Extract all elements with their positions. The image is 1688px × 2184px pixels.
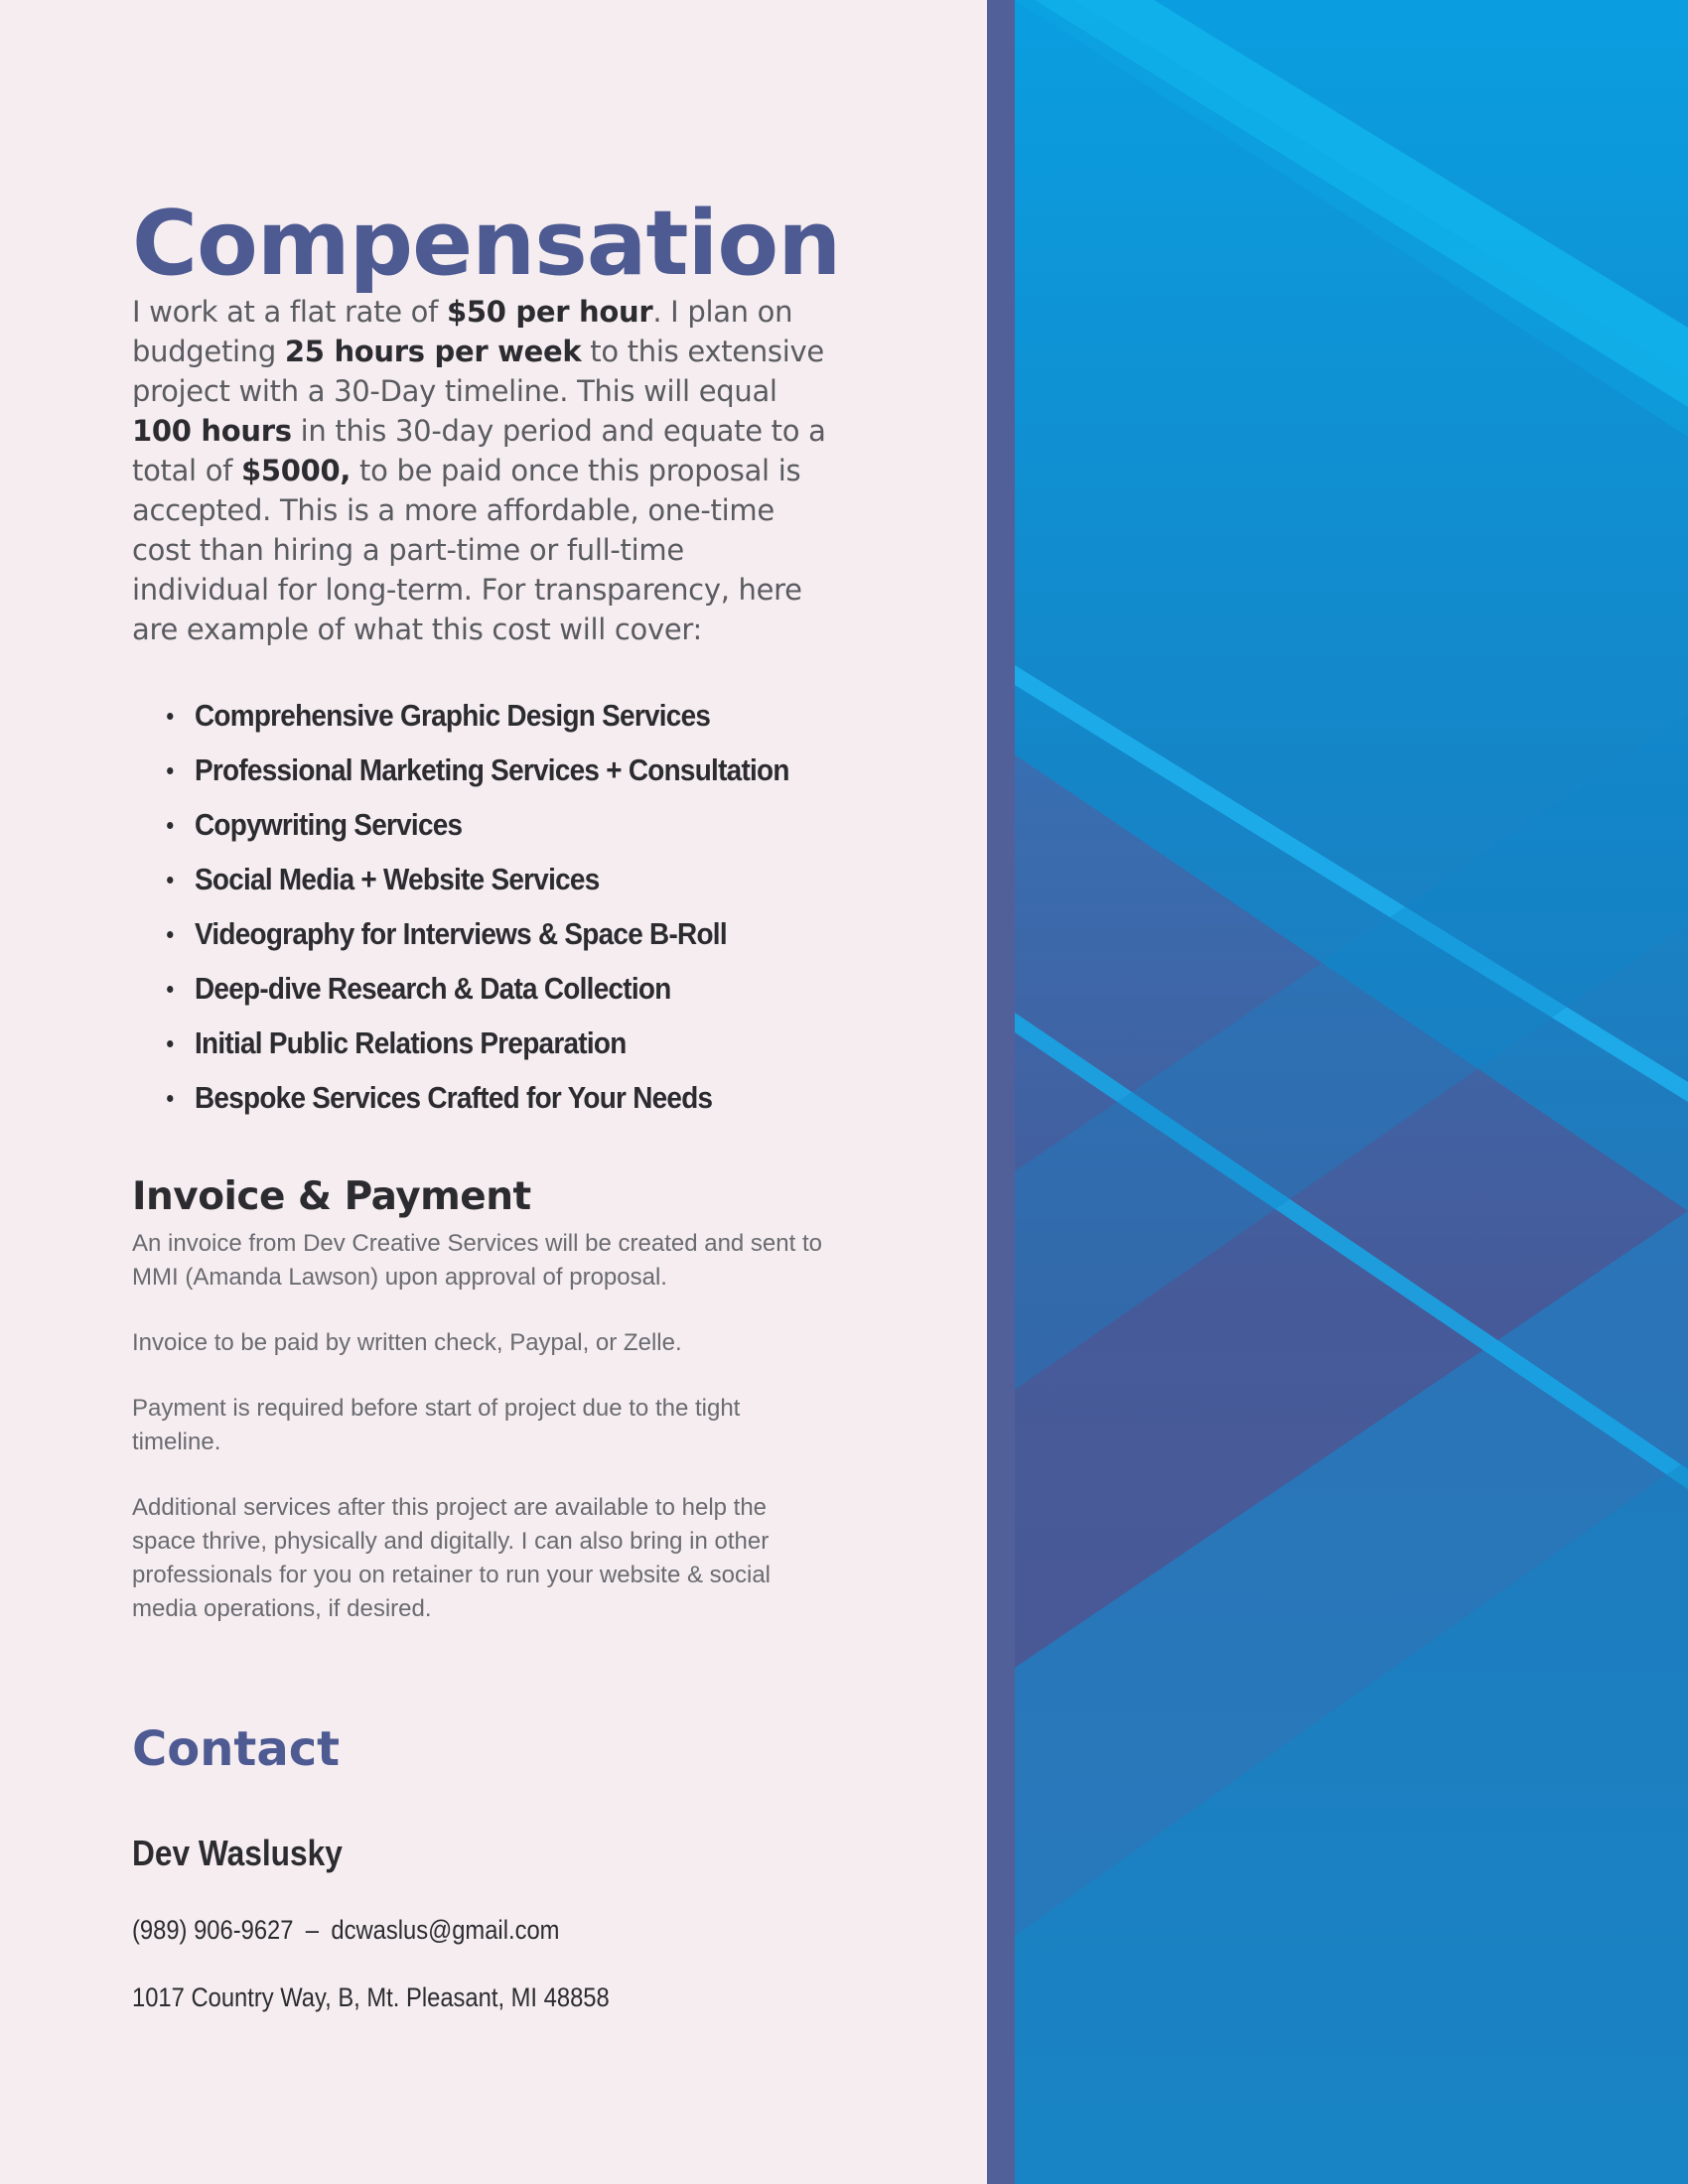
abstract-geometric-background	[1015, 0, 1688, 2184]
intro-text: . I plan on budgeting	[132, 295, 793, 368]
intro-emphasis: $50 per hour	[446, 295, 653, 329]
service-list-item: Copywriting Services	[159, 797, 789, 852]
service-list-item: Professional Marketing Services + Consultation	[159, 743, 789, 797]
service-list-item: Initial Public Relations Preparation	[159, 1016, 789, 1070]
compensation-heading: Compensation	[132, 192, 841, 296]
additional-services-paragraph: Additional services after this project are available to help the space thrive, physically and digitally. I can also bring in other professionals for you on retainer to run your website & social media operations, if desired.	[132, 1494, 771, 1622]
invoice-paragraph: An invoice from Dev Creative Services will be created and sent to MMI (Amanda Lawson) upon approval of proposal.	[132, 1230, 822, 1291]
service-list-item: Videography for Interviews & Space B-Roll	[159, 906, 789, 961]
contact-phone[interactable]: (989) 906-9627	[132, 1915, 294, 1945]
payment-timing-paragraph: Payment is required before start of project due to the tight timeline.	[132, 1395, 741, 1455]
service-list-item: Social Media + Website Services	[159, 852, 789, 906]
service-list-item: Comprehensive Graphic Design Services	[159, 688, 789, 743]
service-list-item: Bespoke Services Crafted for Your Needs	[159, 1070, 789, 1125]
contact-heading: Contact	[132, 1721, 341, 1777]
contact-address: 1017 Country Way, B, Mt. Pleasant, MI 48858	[132, 1982, 610, 2012]
intro-text: in this 30-day period and equate to a total of	[132, 414, 826, 487]
contact-name: Dev Waslusky	[132, 1833, 343, 1873]
intro-text: to be paid once this proposal is accepted. This is a more affordable, one-time cost than hiring a part-time or full-time individual for long-term. For transparency, here are example of what this cost will cover:	[132, 454, 802, 646]
contact-separator: –	[305, 1915, 320, 1945]
intro-text: to this extensive project with a 30-Day timeline. This will equal	[132, 335, 824, 408]
invoice-payment-heading: Invoice & Payment	[132, 1174, 531, 1219]
services-list	[159, 688, 859, 1125]
service-list-item: Deep-dive Research & Data Collection	[159, 961, 789, 1016]
contact-phone-email-row	[132, 1912, 559, 1948]
compensation-intro-paragraph	[132, 292, 827, 649]
intro-emphasis: 25 hours per week	[284, 335, 582, 368]
vertical-divider-bar	[987, 0, 1015, 2184]
payment-methods-paragraph: Invoice to be paid by written check, Paypal, or Zelle.	[132, 1329, 682, 1356]
invoice-payment-text	[132, 1227, 827, 1658]
intro-emphasis: $5000,	[241, 454, 352, 487]
decorative-art-panel	[1015, 0, 1688, 2184]
intro-emphasis: 100 hours	[132, 414, 292, 448]
contact-email-link[interactable]: dcwaslus@gmail.com	[331, 1915, 560, 1945]
intro-text: I work at a flat rate of	[132, 295, 447, 329]
